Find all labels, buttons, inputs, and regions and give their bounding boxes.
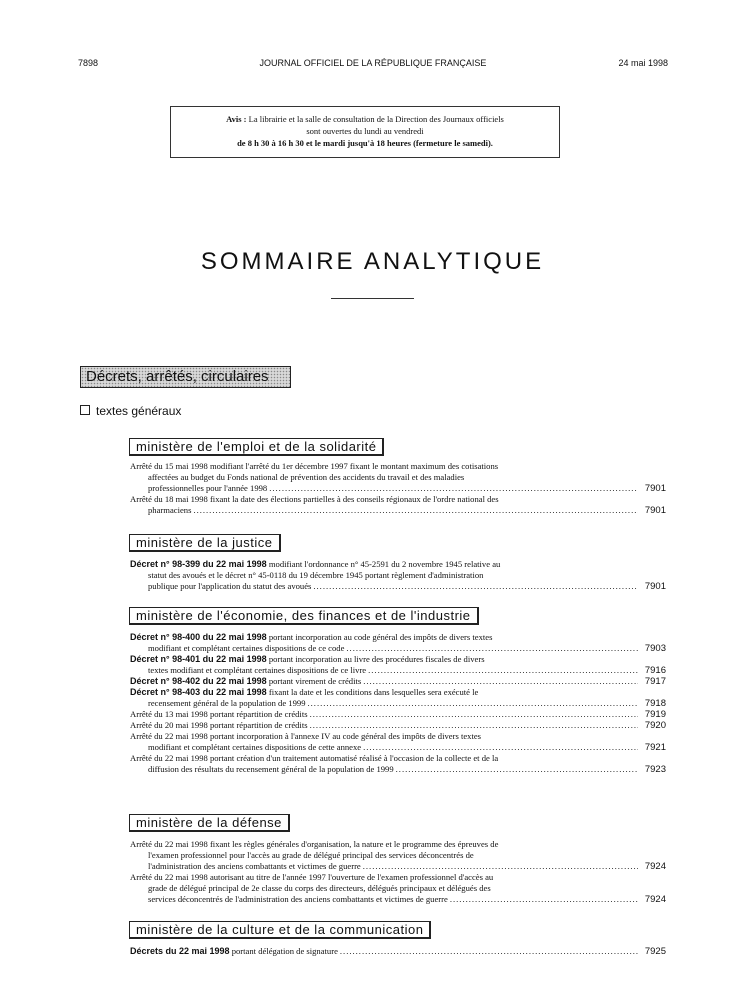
dot-leader xyxy=(310,720,638,731)
toc-entry[interactable]: Décrets du 22 mai 1998 portant délégation de signature ..... 7925 xyxy=(130,946,666,957)
toc-entry[interactable]: Décret n° 98-403 du 22 mai 1998 fixant la date et les conditions dans lesquelles sera exécuté le recensement général de la population de 1999 ..... 7918 xyxy=(130,687,666,709)
dot-leader xyxy=(269,483,638,494)
ministry-entries xyxy=(130,559,666,592)
toc-entry[interactable]: Arrêté du 22 mai 1998 autorisant au titre de l'année 1997 l'ouverture de l'examen professionnel d'accès au grade de délégué principal de 2e classe du corps des directeurs, délégués principaux et délégués des services déconcentrés de l'administration des anciens combattants et victimes de guerre ..... 7924 xyxy=(130,872,666,905)
page-ref: 7923 xyxy=(644,764,666,775)
toc-entry[interactable]: Arrêté du 22 mai 1998 fixant les règles générales d'organisation, la nature et le programme des épreuves de l'examen professionnel pour l'accès au grade de délégué principal des services déconcentrés de l'administration des anciens combattants et victimes de guerre ..... 7924 xyxy=(130,839,666,872)
toc-entry[interactable]: Décret n° 98-402 du 22 mai 1998 portant virement de crédits ..... 7917 xyxy=(130,676,666,687)
ministry-heading: ministère de la justice xyxy=(129,534,281,552)
ministry-heading: ministère de la défense xyxy=(129,814,290,832)
toc-entry[interactable]: Arrêté du 15 mai 1998 modifiant l'arrêté du 1er décembre 1997 fixant le montant maximum des cotisations affectées au budget du Fonds national de prévention des accidents du travail et des maladies professionnelles pour l'année 1998 ..... 7901 xyxy=(130,461,666,494)
dot-leader xyxy=(363,742,638,753)
subsection-label: textes généraux xyxy=(96,404,182,418)
notice-label: Avis : xyxy=(226,114,247,124)
notice-hours: de 8 h 30 à 16 h 30 et le mardi jusqu'à 18 heures (fermeture le samedi). xyxy=(237,138,493,148)
opening-hours-notice xyxy=(170,106,560,158)
dot-leader xyxy=(193,505,638,516)
page-ref: 7924 xyxy=(644,861,666,872)
page-ref: 7917 xyxy=(644,676,666,687)
ministry-entries xyxy=(130,946,666,957)
page-ref: 7901 xyxy=(644,505,666,516)
issue-date: 24 mai 1998 xyxy=(618,58,668,68)
page-ref: 7925 xyxy=(644,946,666,957)
notice-line-1 xyxy=(171,113,559,125)
dot-leader xyxy=(363,861,638,872)
notice-line-1-text: La librairie et la salle de consultation de la Direction des Journaux officiels xyxy=(248,114,504,124)
page-ref: 7921 xyxy=(644,742,666,753)
toc-entry[interactable]: Décret n° 98-400 du 22 mai 1998 portant incorporation au code général des impôts de divers textes modifiant et complétant certaines dispositions de ce code ..... 7903 xyxy=(130,632,666,654)
toc-entry[interactable]: Arrêté du 22 mai 1998 portant création d'un traitement automatisé réalisé à l'occasion de la collecte et de la diffusion des résultats du recensement général de la population de 1999 ..... 7923 xyxy=(130,753,666,775)
ministry-heading: ministère de l'emploi et de la solidarité xyxy=(129,438,384,456)
journal-title: JOURNAL OFFICIEL DE LA RÉPUBLIQUE FRANÇAISE xyxy=(259,58,487,68)
section-heading xyxy=(80,366,291,388)
page-title: SOMMAIRE ANALYTIQUE xyxy=(200,248,545,275)
notice-line-3 xyxy=(171,137,559,149)
page-ref: 7918 xyxy=(644,698,666,709)
dot-leader xyxy=(346,643,638,654)
dot-leader xyxy=(368,665,638,676)
dot-leader xyxy=(363,676,638,687)
dot-leader xyxy=(396,764,638,775)
page-ref: 7924 xyxy=(644,894,666,905)
ministry-entries xyxy=(130,461,666,516)
page-ref: 7901 xyxy=(644,581,666,592)
toc-entry[interactable]: Arrêté du 20 mai 1998 portant répartition de crédits ..... 7920 xyxy=(130,720,666,731)
dot-leader xyxy=(450,894,638,905)
toc-entry[interactable]: Arrêté du 22 mai 1998 portant incorporation à l'annexe IV au code général des impôts de divers textes modifiant et complétant certaines dispositions de cette annexe ..... 7921 xyxy=(130,731,666,753)
ministry-heading: ministère de la culture et de la communication xyxy=(129,921,431,939)
ministry-entries xyxy=(130,632,666,775)
page-ref: 7919 xyxy=(644,709,666,720)
toc-entry[interactable]: Arrêté du 18 mai 1998 fixant la date des élections partielles à des conseils régionaux de l'ordre national des pharmaciens ..... 7901 xyxy=(130,494,666,516)
page-number: 7898 xyxy=(78,58,99,68)
section-heading-label: Décrets, arrêtés, circulaires xyxy=(86,368,269,385)
title-divider xyxy=(331,298,414,299)
dot-leader xyxy=(340,946,638,957)
toc-entry[interactable]: Décret n° 98-401 du 22 mai 1998 portant incorporation au livre des procédures fiscales de divers textes modifiant et complétant certaines dispositions de ce livre ..... 7916 xyxy=(130,654,666,676)
subsection-heading xyxy=(80,404,181,418)
page-ref: 7920 xyxy=(644,720,666,731)
ministry-entries xyxy=(130,839,666,905)
page-ref: 7901 xyxy=(644,483,666,494)
toc-entry[interactable]: Décret n° 98-399 du 22 mai 1998 modifiant l'ordonnance n° 45-2591 du 2 novembre 1945 relative au statut des avoués et le décret n° 45-0118 du 19 décembre 1945 portant règlement d'administration publique pour l'application du statut des avoués ..... 7901 xyxy=(130,559,666,592)
checkbox-square-icon xyxy=(80,405,90,415)
page-ref: 7916 xyxy=(644,665,666,676)
ministry-heading: ministère de l'économie, des finances et de l'industrie xyxy=(129,607,479,625)
page-header xyxy=(78,58,668,72)
dot-leader xyxy=(310,709,638,720)
page-ref: 7903 xyxy=(644,643,666,654)
notice-line-2: sont ouvertes du lundi au vendredi xyxy=(306,126,424,136)
dot-leader xyxy=(313,581,638,592)
dot-leader xyxy=(308,698,639,709)
toc-entry[interactable]: Arrêté du 13 mai 1998 portant répartition de crédits ..... 7919 xyxy=(130,709,666,720)
